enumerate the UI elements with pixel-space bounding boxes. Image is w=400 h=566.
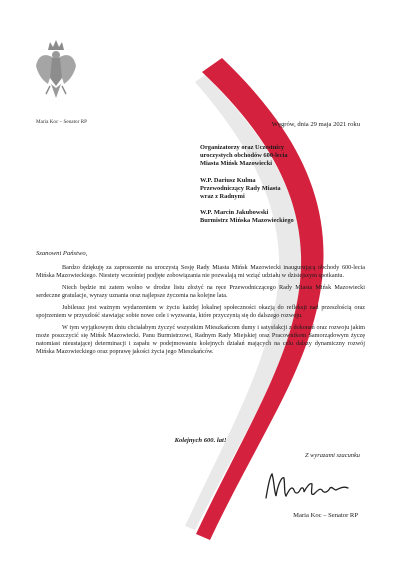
signature-stroke (266, 474, 348, 498)
closing-wish: Kolejnych 600. lat! (174, 437, 227, 444)
crown-shape (48, 40, 64, 50)
body-paragraph: Bardzo dziękuję za zaproszenie na uroczystą Sesję Rady Miasta Mińsk Mazowiecki inaugurującą obchody 600-lecia Mińska Mazowieckiego. Niestety wcześniej podjęte zobowiązania nie pozwalają mi wziąć udziału w dzisiejszym spotkaniu. (36, 264, 365, 279)
recipient-line: Burmistrz Mińska Mazowieckiego (200, 217, 294, 225)
eagle-emblem-icon (34, 38, 78, 104)
recipient-line: W.P. Marcin Jakubowski (200, 209, 269, 217)
eagle-tail (51, 84, 61, 98)
recipient-line: Organizatorzy oraz Uczestnicy (200, 144, 285, 151)
date-line: Węgrów, dnia 29 maja 2021 roku (271, 121, 360, 128)
recipient-group (200, 177, 370, 202)
recipient-group (200, 209, 370, 225)
recipient-line: Miasta Mińsk Mazowiecki (200, 160, 273, 168)
recipient-line: W.P. Dariusz Kulma (200, 176, 256, 184)
eagle-body (50, 58, 62, 86)
recipient-line: Przewodniczący Rady Miasta (200, 184, 281, 192)
regards-line: Z wyrazami szacunku (304, 452, 360, 459)
body-paragraph: Niech będzie mi zatem wolno w drodze listu złożyć na ręce Przewodniczącego Rady Miasta Mińsk Mazowiecki serdeczne gratulacje, wyrazy uznania oraz najlepsze życzenia na kolejne lata. (36, 284, 365, 299)
recipient-group (200, 144, 370, 169)
signature-name: Maria Koc – Senator RP (293, 512, 358, 519)
body-paragraph: Jubileusz jest ważnym wydarzeniem w życiu każdej lokalnej społeczności okazją do refleksji nad przeszłością oraz spojrzeniem w przyszłość stawiając sobie nowe cele i wyzwania, które przyczynią się do dalszego rozwoju. (36, 304, 365, 319)
recipient-line: uroczystych obchodów 600-lecia (200, 152, 288, 160)
recipient-line: wraz z Radnymi (200, 193, 245, 201)
recipients-block (200, 144, 370, 234)
letter-body (36, 264, 365, 360)
handwritten-signature (262, 470, 352, 504)
letterhead-sender: Maria Koc – Senator RP (36, 119, 88, 125)
body-paragraph: W tym wyjątkowym dniu chciałabym życzyć wszystkim Mieszkańcom dumy i satysfakcji z dokonań oraz rozwoju jakim może poszczycić się Mińsk Mazowiecki. Panu Burmistrzowi, Radnym Rady Miejskiej oraz Pracownikom Samorządowym życzę natomiast nieustającej determinacji i zapału w podejmowaniu kolejnych działań mających na celu dalszy dynamiczny rozwój Mińska Mazowieckiego oraz poprawę jakości życia jego Mieszkańców. (36, 324, 365, 355)
salutation: Szanowni Państwo, (36, 250, 88, 257)
